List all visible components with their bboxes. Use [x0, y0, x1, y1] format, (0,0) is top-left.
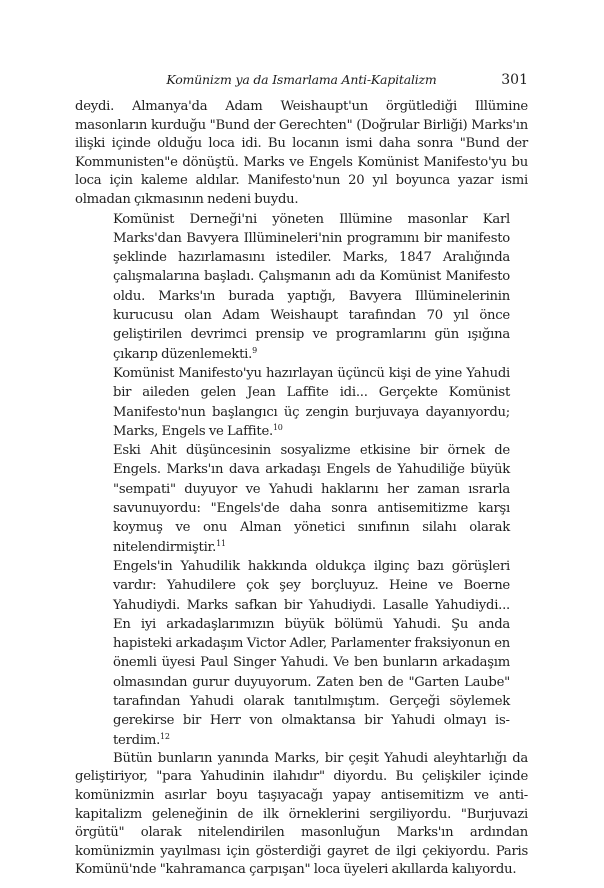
quote-text: Komünist Derneği'ni yöneten Illümine masonlar Karl Marks'dan Bavyera Illümineleri'nin programını bir manifesto şeklinde hazırlamasını istediler. Marks, 1847 Aralığında çalışmalarına başladı. Çalışmanın adı da Komünist Manifesto oldu. Marks'ın burada yaptığı, Bavyera Illüminelerinin kurucusu olan Adam Weishaupt tarafından 70 yıl önce geliştirilen devrimci prensip ve programlarını gün ışığına çıkarıp düzenlemekti. — [113, 211, 510, 362]
page-body — [75, 98, 528, 880]
footnote-ref-10[interactable]: 10 — [272, 422, 283, 432]
quote-text: Engels'in Yahudilik hakkında oldukça ilginç bazı görüşleri vardır: Yahudilere çok şey borçluyuz. Heine ve Boerne Yahudiydi. Marks safkan bir Yahudiydi. Lasalle Yahudiydi... En iyi arkadaşlarımızın büyük bölümü Yahudi. Şu anda hapisteki arkadaşım Victor Adler, Parlamenter fraksiyonun en önemli üyesi Paul Singer Yahudi. Ve ben bunların arkadaşım olmasından gurur duyuyorum. Zaten ben de "Garten Laube" tarafından Yahudi olarak tanıtılmıştım. Gerçeği söylemek gerekirse bir Herr von olmaktansa bir Yahudi olmayı isterdim. — [113, 558, 510, 748]
block-quote-2 — [113, 364, 510, 441]
page-number: 301 — [501, 72, 528, 88]
block-quote-4 — [113, 557, 510, 750]
paragraph-text: deydi. Almanya'da Adam Weishaupt'un örgütlediği Illümine masonların kurduğu "Bund der Gerechten" (Doğrular Birliği) Marks'ın ilişki içinde olduğu loca idi. Bu locanın ismi daha sonra "Bund der Kommunisten"e dönüştü. Marks ve Engels Komünist Manifesto'yu bu loca için kaleme aldılar. Manifesto'nun 20 yıl boyunca yazar ismi olmadan çıkmasının nedeni buydu. — [75, 99, 528, 207]
paragraph-text: Bütün bunların yanında Marks, bir çeşit Yahudi aleyhtarlığı da geliştiriyor, "para Yahudinin ilahıdır" diyordu. Bu çelişkiler içinde komünizmin asırlar boyu taşıyacağı yapay antisemitizm ve anti-kapitalizm geleneğinin de ilk örneklerini sergiliyordu. "Burjuvazi örgütü" olarak nitelendirilen masonluğun Marks'ın ardından komünizmin yayılması için gösterdiği gayret de ilgi çekiyordu. Paris Komünü'nde "kahramanca çarpışan" loca üyeleri akıllarda kalıyordu. — [75, 750, 528, 878]
running-title: Komünizm ya da Ismarlama Anti-Kapitalizm — [166, 72, 437, 87]
footnote-ref-9[interactable]: 9 — [252, 345, 257, 355]
footnote-ref-12[interactable]: 12 — [160, 731, 170, 741]
paragraph-1 — [75, 98, 528, 210]
block-quote-1 — [113, 210, 510, 364]
quote-text: Eski Ahit düşüncesinin sosyalizme etkisine bir örnek de Engels. Marks'ın dava arkadaşı Engels de Yahudiliğe büyük "sempati" duyuyor ve Yahudi haklarını her zaman ısrarla savunuyordu: "Engels'de daha sonra antisemitizme karşı koymuş ve onu Alman yönetici sınıfının silahı olarak nitelendirmiştir. — [113, 443, 510, 555]
paragraph-2 — [75, 750, 528, 880]
running-header — [75, 70, 528, 90]
footnote-ref-11[interactable]: 11 — [216, 538, 226, 548]
block-quote-3 — [113, 441, 510, 557]
quote-text: Komünist Manifesto'yu hazırlayan üçüncü kişi de yine Yahudi bir aileden gelen Jean Laffite idi... Gerçekte Komünist Manifesto'nun başlangıcı üç zengin burjuvaya dayanıyordu; Marks, Engels ve Laffite. — [113, 365, 510, 439]
